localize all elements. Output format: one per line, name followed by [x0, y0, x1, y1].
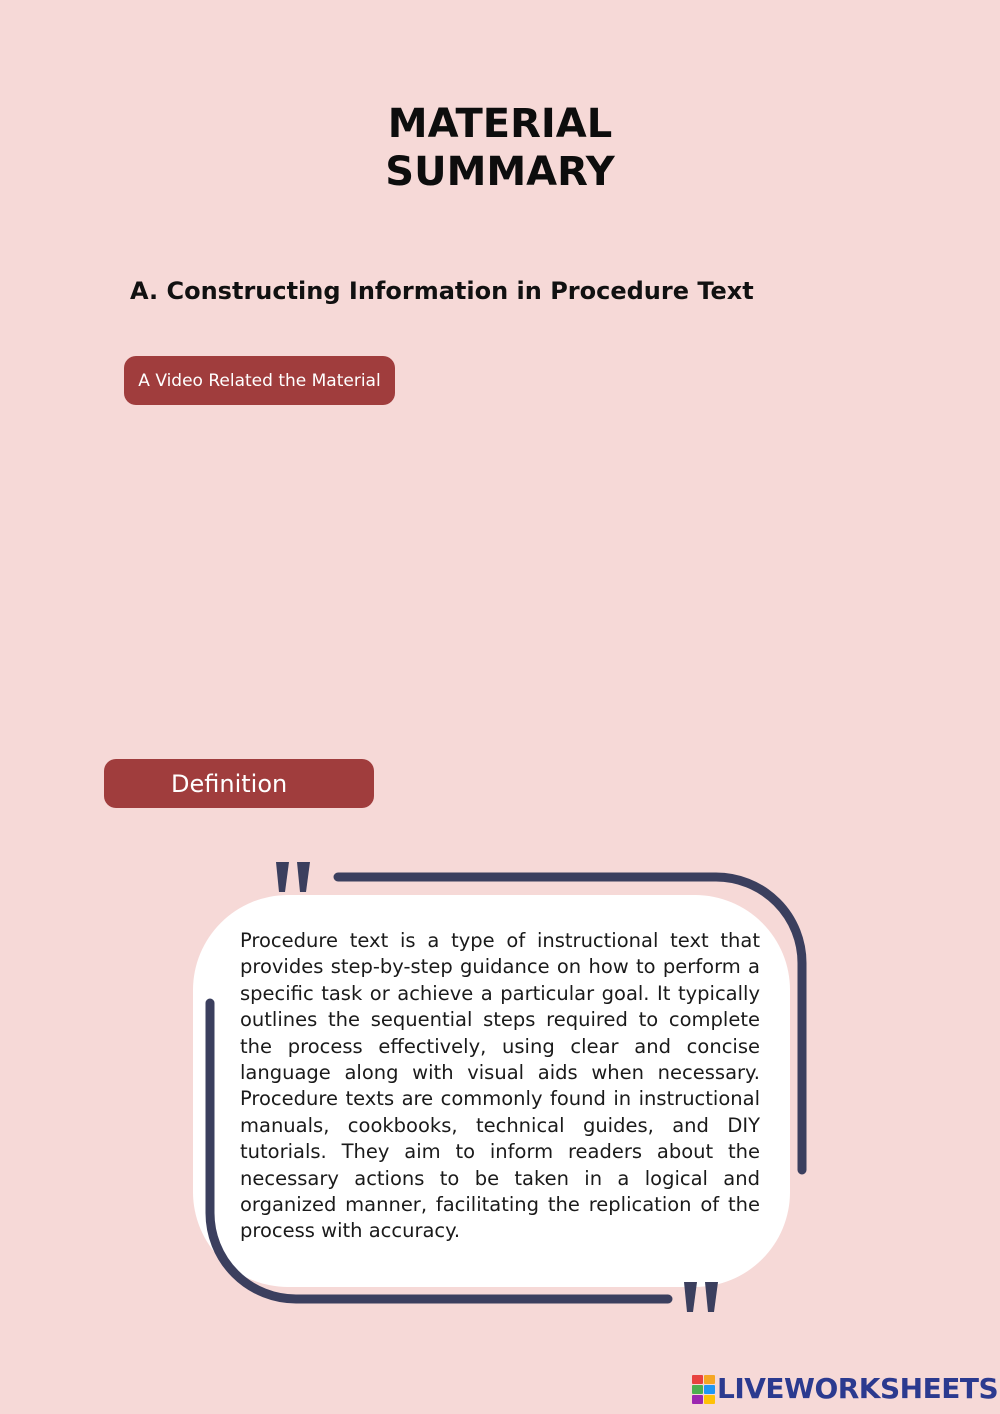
double-quote-icon — [276, 862, 310, 892]
liveworksheets-logo-icon — [692, 1375, 714, 1403]
section-heading: A. Constructing Information in Procedure Text — [130, 277, 754, 305]
title-line-1: MATERIAL — [387, 101, 613, 147]
liveworksheets-logo — [692, 1372, 998, 1405]
video-label-text: A Video Related the Material — [138, 370, 381, 391]
definition-label-text: Definition — [171, 769, 288, 798]
liveworksheets-brand-text: LIVEWORKSHEETS — [717, 1372, 999, 1405]
title-line-2: SUMMARY — [385, 149, 615, 195]
definition-paragraph: Procedure text is a type of instructional text that provides step-by-step guidance on how to perform a specific task or achieve a particular goal. It typically outlines the sequential steps required to complete the process effectively, using clear and concise language along with visual aids when necessary. Procedure texts are commonly found in instructional manuals, cookbooks, technical guides, and DIY tutorials. They aim to inform readers about the necessary actions to be taken in a logical and organized manner, facilitating the replication of the process with accuracy. — [240, 929, 760, 1243]
